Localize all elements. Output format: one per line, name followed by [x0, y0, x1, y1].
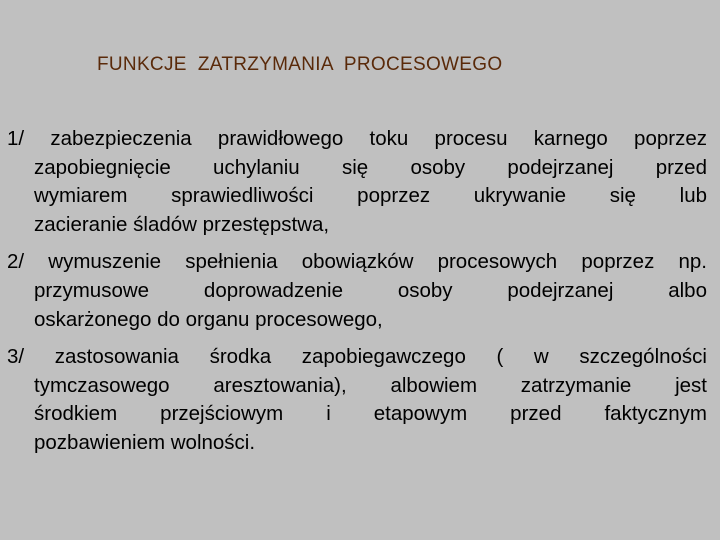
item-3-line-4: pozbawieniem wolności. [34, 430, 256, 454]
item-3-line-2: tymczasowego aresztowania), albowiem zatrzymanie jest [34, 373, 707, 397]
item-2-line-2: przymusowe doprowadzenie osoby podejrzanej albo [34, 278, 707, 302]
item-3-line-1: 3/ zastosowania środka zapobiegawczego ( w szczególności [7, 345, 707, 369]
item-1-line-2: zapobiegnięcie uchylaniu się osoby podejrzanej przed [34, 155, 707, 179]
item-1-line-1: 1/ zabezpieczenia prawidłowego toku procesu karnego poprzez [7, 127, 707, 150]
item-2-line-1: 2/ wymuszenie spełnienia obowiązków procesowych poprzez np. [7, 250, 707, 274]
list-item-1 [8, 125, 707, 239]
item-1-line-3: wymiarem sprawiedliwości poprzez ukrywanie się lub [34, 184, 707, 208]
slide-title: FUNKCJE ZATRZYMANIA PROCESOWEGO [97, 54, 503, 75]
list-item-3 [8, 343, 707, 457]
item-3-line-3: środkiem przejściowym i etapowym przed faktycznym [34, 402, 707, 426]
item-2-line-3: oskarżonego do organu procesowego, [34, 307, 383, 331]
functions-list [8, 125, 707, 458]
item-1-line-4: zacieranie śladów przestępstwa, [34, 212, 330, 236]
list-item-2 [8, 248, 707, 334]
